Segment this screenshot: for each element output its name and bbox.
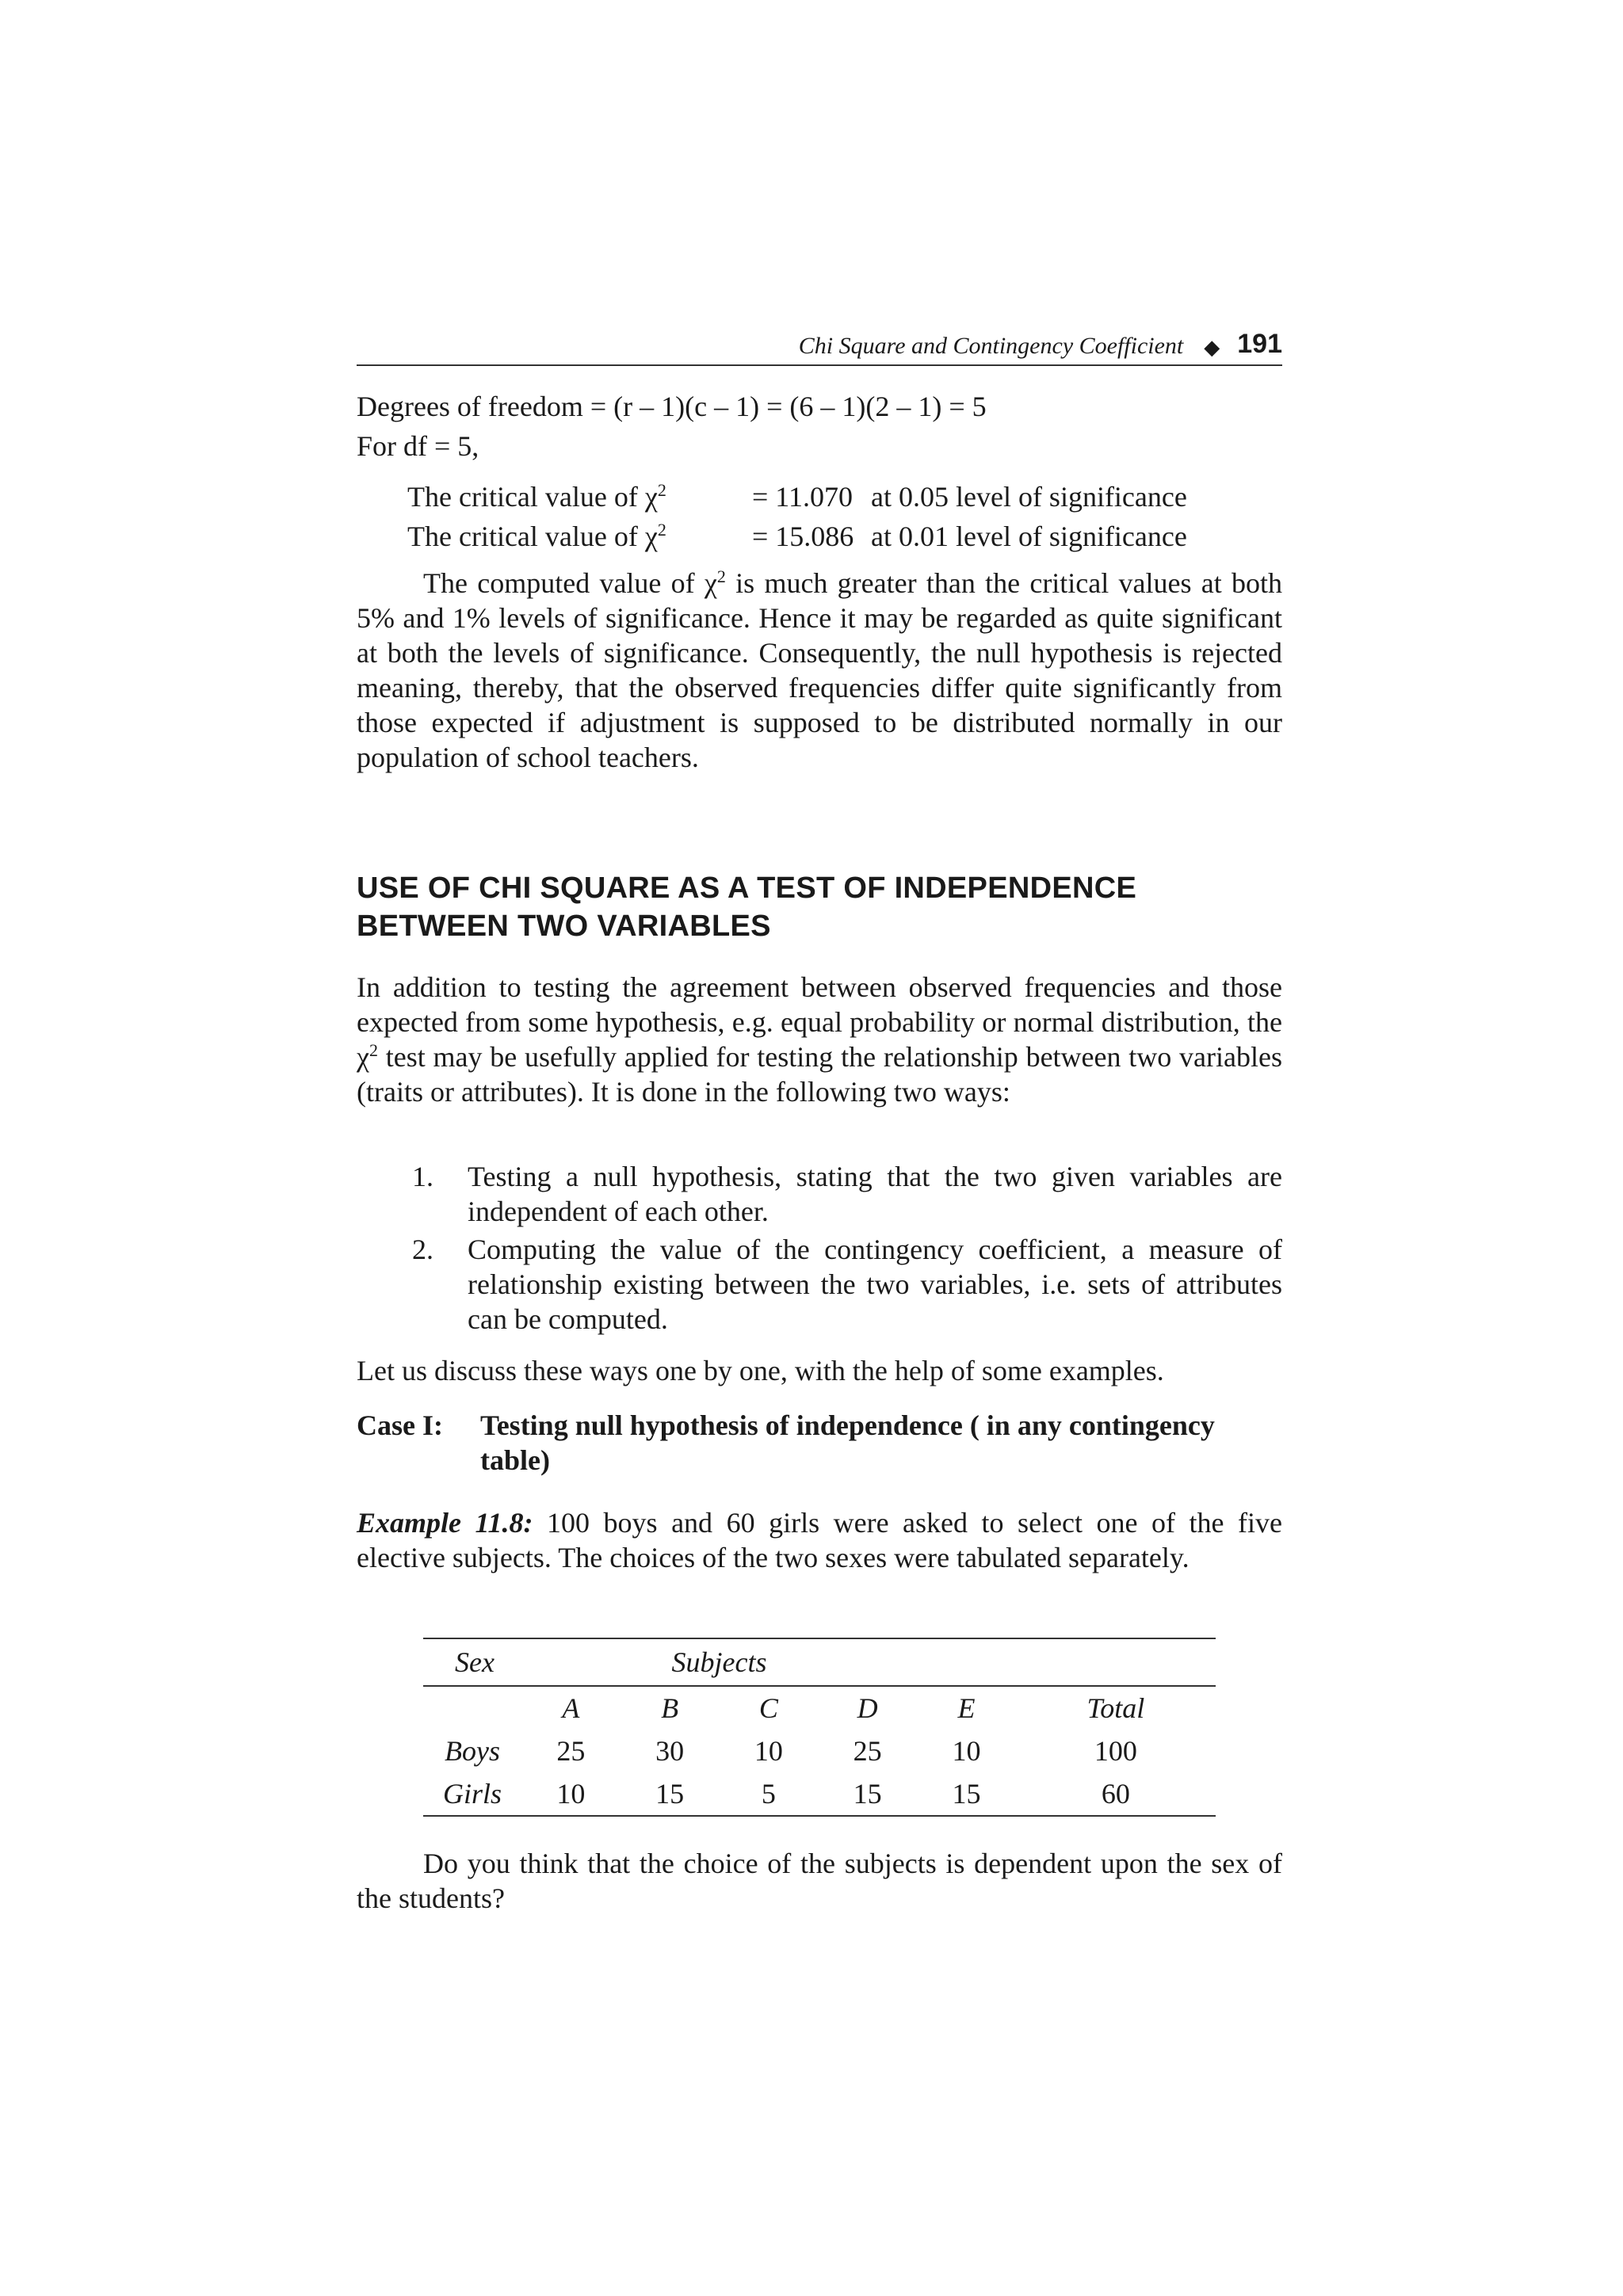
section-heading: [357, 869, 1282, 945]
table-cell: 100: [1094, 1735, 1137, 1767]
page-number: 191: [1237, 329, 1282, 359]
question-paragraph: Do you think that the choice of the subjects is dependent upon the sex of the students?: [357, 1848, 1282, 1914]
diamond-icon: ◆: [1204, 336, 1220, 360]
superscript: 2: [657, 480, 666, 500]
critical-level: at 0.05 level of significance: [871, 481, 1187, 513]
table-cell: 25: [853, 1735, 882, 1767]
table-cell: 10: [754, 1735, 783, 1767]
column-header: A: [562, 1692, 580, 1724]
critical-level: at 0.01 level of significance: [871, 521, 1187, 552]
critical-number: = 11.070: [752, 481, 853, 513]
sex-header: Sex: [423, 1638, 521, 1686]
heading-line: USE OF CHI SQUARE AS A TEST OF INDEPENDENCE: [357, 871, 1137, 905]
column-header: B: [661, 1692, 679, 1724]
numbered-list: [412, 1159, 1282, 1340]
critical-value-line: [407, 480, 1187, 513]
table-cell: 5: [720, 1772, 819, 1816]
table-columns-row: [423, 1686, 1216, 1730]
table-cell: 25: [556, 1735, 586, 1767]
subjects-header: Subjects: [521, 1638, 917, 1686]
example-text: 100 boys and 60 girls were asked to select one of the five elective subjects. The choices of the two sexes were tabulated separately.: [357, 1507, 1282, 1573]
row-label: Boys: [445, 1735, 500, 1767]
critical-value-line: [407, 520, 1187, 553]
intro-paragraph: [357, 970, 1282, 1109]
running-header: [357, 326, 1282, 366]
row-label: Girls: [423, 1772, 521, 1816]
heading-line: BETWEEN TWO VARIABLES: [357, 910, 771, 943]
case-heading: [357, 1408, 1282, 1478]
list-text: Testing a null hypothesis, stating that the two given variables are independent of each other.: [468, 1161, 1282, 1227]
superscript: 2: [716, 566, 726, 586]
table-cell: 15: [818, 1772, 917, 1816]
table-cell: 10: [952, 1735, 981, 1767]
paragraph-text: is much greater than the critical values at both 5% and 1% levels of significance. Hence it may be regarded as quite significant at both the levels of significance. Consequently, the null hypothesis is rejected meaning, thereby, that the observed frequencies differ quite significantly from those expected if adjustment is supposed to be distributed normally in our population of school teachers.: [357, 567, 1283, 773]
case-label: Case I:: [357, 1409, 443, 1441]
table-row: [423, 1730, 1216, 1772]
critical-lead: The critical value of χ: [407, 521, 658, 552]
superscript: 2: [369, 1040, 378, 1060]
paragraph-text: The computed value of χ: [423, 567, 717, 599]
list-number: 1.: [412, 1161, 433, 1192]
critical-lead: The critical value of χ: [407, 481, 658, 513]
list-text: Computing the value of the contingency coefficient, a measure of relationship existing between the two variables, i.e. sets of attributes can be computed.: [468, 1234, 1282, 1335]
running-title: Chi Square and Contingency Coefficient: [798, 333, 1184, 359]
discuss-paragraph: Let us discuss these ways one by one, with the help of some examples.: [357, 1355, 1164, 1386]
table-cell: 60: [1016, 1772, 1216, 1816]
column-header: E: [957, 1692, 976, 1724]
critical-number: = 15.086: [752, 521, 854, 552]
list-item: [412, 1232, 1282, 1337]
table-cell: 15: [621, 1772, 720, 1816]
for-df-line: For df = 5,: [357, 430, 479, 462]
subjects-table: [423, 1638, 1216, 1817]
superscript: 2: [657, 520, 666, 540]
paragraph-text: In addition to testing the agreement between observed frequencies and those expected from some hypothesis, e.g. equal probability or normal distribution, the χ: [357, 971, 1282, 1073]
paragraph-text: test may be usefully applied for testing the relationship between two variables (traits or attributes). It is done in the following two ways:: [357, 1041, 1282, 1108]
column-header: D: [857, 1692, 878, 1724]
case-text: Testing null hypothesis of independence ( in any contingency table): [480, 1409, 1215, 1476]
table-header-row: [423, 1638, 1216, 1686]
table-row: [423, 1772, 1216, 1816]
column-header: Total: [1086, 1692, 1145, 1724]
table-cell: 10: [521, 1772, 621, 1816]
column-header: C: [758, 1692, 778, 1724]
list-item: [412, 1159, 1282, 1229]
list-number: 2.: [412, 1234, 433, 1265]
degrees-of-freedom-line: Degrees of freedom = (r – 1)(c – 1) = (6 – 1)(2 – 1) = 5: [357, 391, 987, 422]
table-cell: 30: [655, 1735, 685, 1767]
table-cell: 15: [917, 1772, 1016, 1816]
example-paragraph: [357, 1505, 1282, 1575]
computed-value-paragraph: [357, 566, 1282, 775]
example-label: Example 11.8:: [357, 1507, 533, 1539]
